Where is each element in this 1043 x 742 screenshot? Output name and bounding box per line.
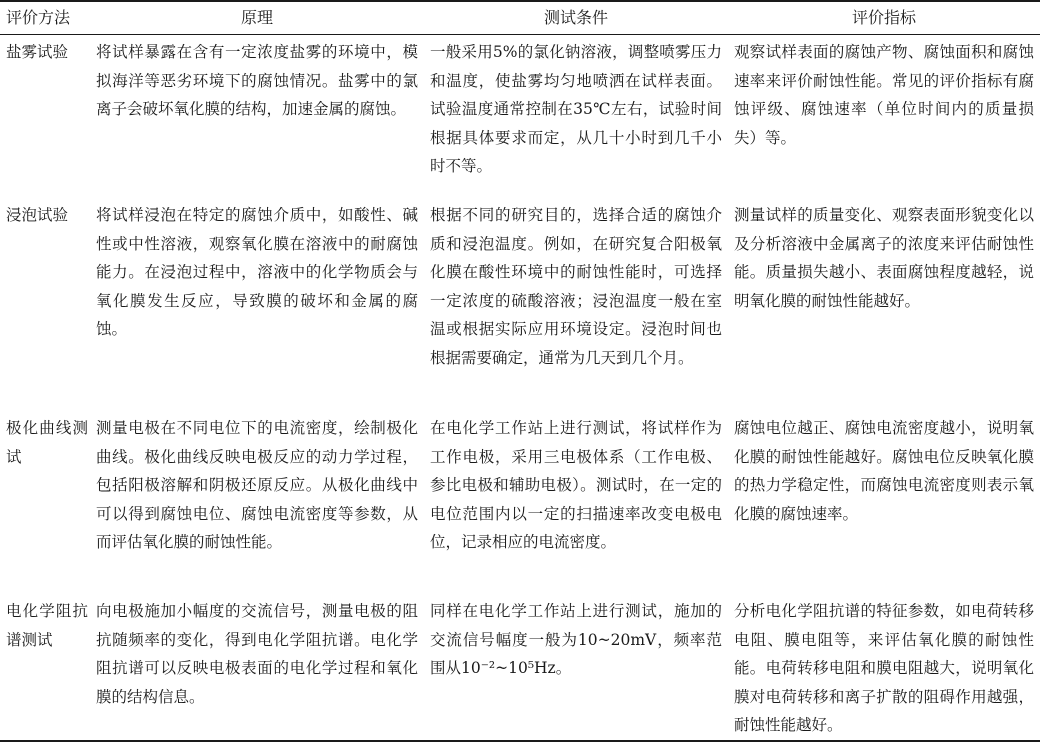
method-cell: 浸泡试验 [6,206,69,224]
header-conditions: 测试条件 [424,1,728,35]
conditions-cell: 一般采用5%的氯化钠溶液，调整喷雾压力和温度，使盐雾均匀地喷洒在试样表面。试验温度通常控制在35℃左右，试验时间根据具体要求而定，从几十小时到几千小时不等。 [430,43,722,175]
indicators-cell: 测量试样的质量变化、观察表面形貌变化以及分析溶液中金属离子的浓度来评估耐蚀性能。质量损失越小、表面腐蚀程度越轻，说明氧化膜的耐蚀性能越好。 [734,206,1034,310]
conditions-cell: 根据不同的研究目的，选择合适的腐蚀介质和浸泡温度。例如，在研究复合阳极氧化膜在酸性环境中的耐蚀性能时，可选择一定浓度的硫酸溶液；浸泡温度一般在室温或根据实际应用环境设定。浸泡时间也根据需要确定，通常为几天到几个月。 [430,206,722,367]
header-indicators: 评价指标 [728,1,1040,35]
method-cell: 电化学阻抗谱测试 [6,602,88,649]
indicators-cell: 观察试样表面的腐蚀产物、腐蚀面积和腐蚀速率来评价耐蚀性能。常见的评价指标有腐蚀评级、腐蚀速率（单位时间内的质量损失）等。 [734,43,1034,147]
header-row [0,1,1040,35]
principle-cell: 将试样浸泡在特定的腐蚀介质中，如酸性、碱性或中性溶液，观察氧化膜在溶液中的耐腐蚀能力。在浸泡过程中，溶液中的化学物质会与氧化膜发生反应，导致膜的破坏和金属的腐蚀。 [96,206,418,338]
header-method: 评价方法 [0,1,90,35]
indicators-cell: 腐蚀电位越正、腐蚀电流密度越小，说明氧化膜的耐蚀性能越好。腐蚀电位反映氧化膜的热力学稳定性，而腐蚀电流密度则表示氧化膜的腐蚀速率。 [734,419,1034,523]
header-principle: 原理 [90,1,424,35]
principle-cell: 向电极施加小幅度的交流信号，测量电极的阻抗随频率的变化，得到电化学阻抗谱。电化学阻抗谱可以反映电极表面的电化学过程和氧化膜的结构信息。 [96,602,418,706]
method-cell: 盐雾试验 [6,43,69,61]
table-row [0,594,1040,741]
table-row [0,198,1040,411]
table-header [0,1,1040,35]
table-body [0,35,1040,741]
method-cell: 极化曲线测试 [6,419,88,466]
indicators-cell: 分析电化学阻抗谱的特征参数，如电荷转移电阻、膜电阻等，来评估氧化膜的耐蚀性能。电荷转移电阻和膜电阻越大，说明氧化膜对电荷转移和离子扩散的阻碍作用越强，耐蚀性能越好。 [734,602,1034,734]
conditions-cell: 在电化学工作站上进行测试，将试样作为工作电极，采用三电极体系（工作电极、参比电极和辅助电极）。测试时，在一定的电位范围内以一定的扫描速率改变电极电位，记录相应的电流密度。 [430,419,722,551]
principle-cell: 测量电极在不同电位下的电流密度，绘制极化曲线。极化曲线反映电极反应的动力学过程，包括阳极溶解和阴极还原反应。从极化曲线中可以得到腐蚀电位、腐蚀电流密度等参数，从而评估氧化膜的耐蚀性能。 [96,419,418,551]
conditions-cell: 同样在电化学工作站上进行测试，施加的交流信号幅度一般为10~20mV，频率范围从10⁻²~10⁵Hz。 [430,602,722,677]
table-row [0,35,1040,199]
principle-cell: 将试样暴露在含有一定浓度盐雾的环境中，模拟海洋等恶劣环境下的腐蚀情况。盐雾中的氯离子会破坏氧化膜的结构，加速金属的腐蚀。 [96,43,418,118]
table-row [0,411,1040,594]
